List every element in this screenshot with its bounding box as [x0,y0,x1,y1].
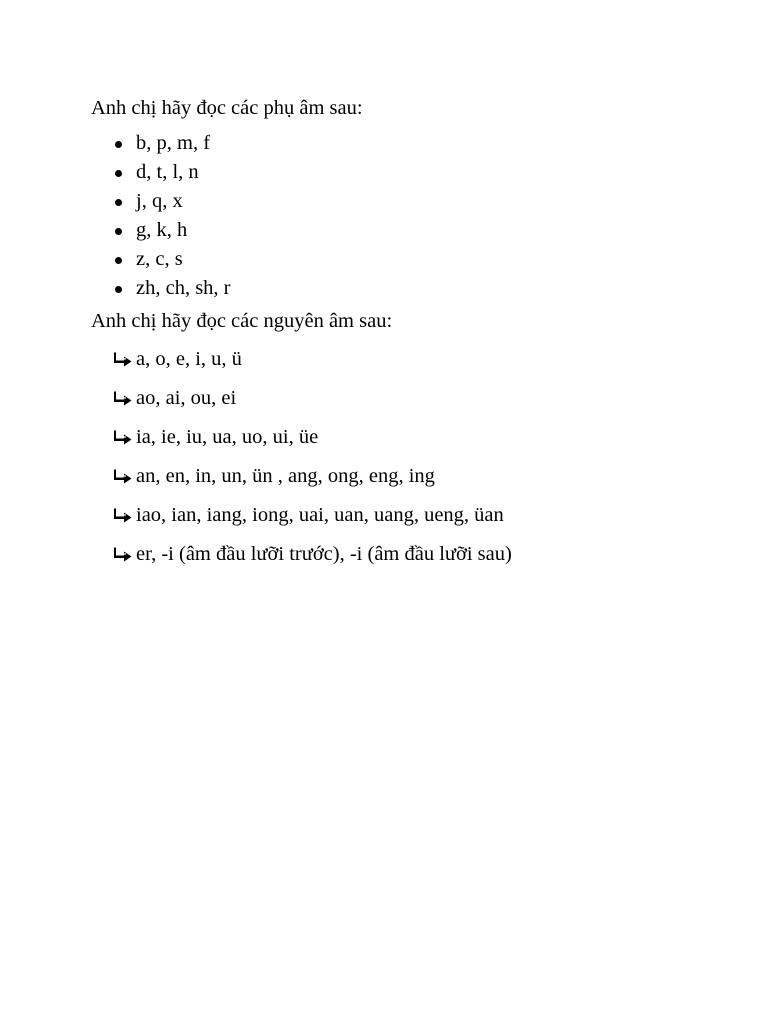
list-item-text: zh, ch, sh, r [136,277,231,299]
list-item [91,158,731,187]
list-item-text: ao, ai, ou, ei [136,387,237,409]
list-item [91,216,731,245]
list-item [91,245,731,274]
vowels-list [91,345,731,569]
bullet-dot-icon [115,286,122,293]
list-item [91,462,731,491]
bullet-dot-icon [115,257,122,264]
list-item [91,274,731,303]
vowels-heading: Anh chị hãy đọc các nguyên âm sau: [91,310,393,332]
list-item-text: ia, ie, iu, ua, uo, ui, üe [136,426,319,448]
list-item [91,345,731,374]
arrow-hook-right-icon [114,390,134,407]
bullet-dot-icon [115,170,122,177]
list-item-text: an, en, in, un, ün , ang, ong, eng, ing [136,465,435,487]
list-item [91,423,731,452]
list-item [91,501,731,530]
list-item-text: b, p, m, f [136,132,211,154]
list-item-text: d, t, l, n [136,161,199,183]
bullet-dot-icon [115,228,122,235]
arrow-hook-right-icon [114,429,134,446]
list-item-text: a, o, e, i, u, ü [136,348,242,370]
arrow-hook-right-icon [114,546,134,563]
list-item-text: z, c, s [136,248,183,270]
list-item [91,187,731,216]
arrow-hook-right-icon [114,468,134,485]
bullet-dot-icon [115,199,122,206]
list-item-text: er, -i (âm đầu lưỡi trước), -i (âm đầu lưỡi sau) [136,543,512,565]
list-item-text: iao, ian, iang, iong, uai, uan, uang, ueng, üan [136,504,504,526]
list-item-text: j, q, x [136,190,183,212]
consonants-heading: Anh chị hãy đọc các phụ âm sau: [91,97,363,119]
document-page [91,94,731,579]
list-item [91,129,731,158]
consonants-list [91,129,731,303]
bullet-dot-icon [115,141,122,148]
arrow-hook-right-icon [114,507,134,524]
list-item [91,540,731,569]
arrow-hook-right-icon [114,351,134,368]
list-item-text: g, k, h [136,219,188,241]
list-item [91,384,731,413]
